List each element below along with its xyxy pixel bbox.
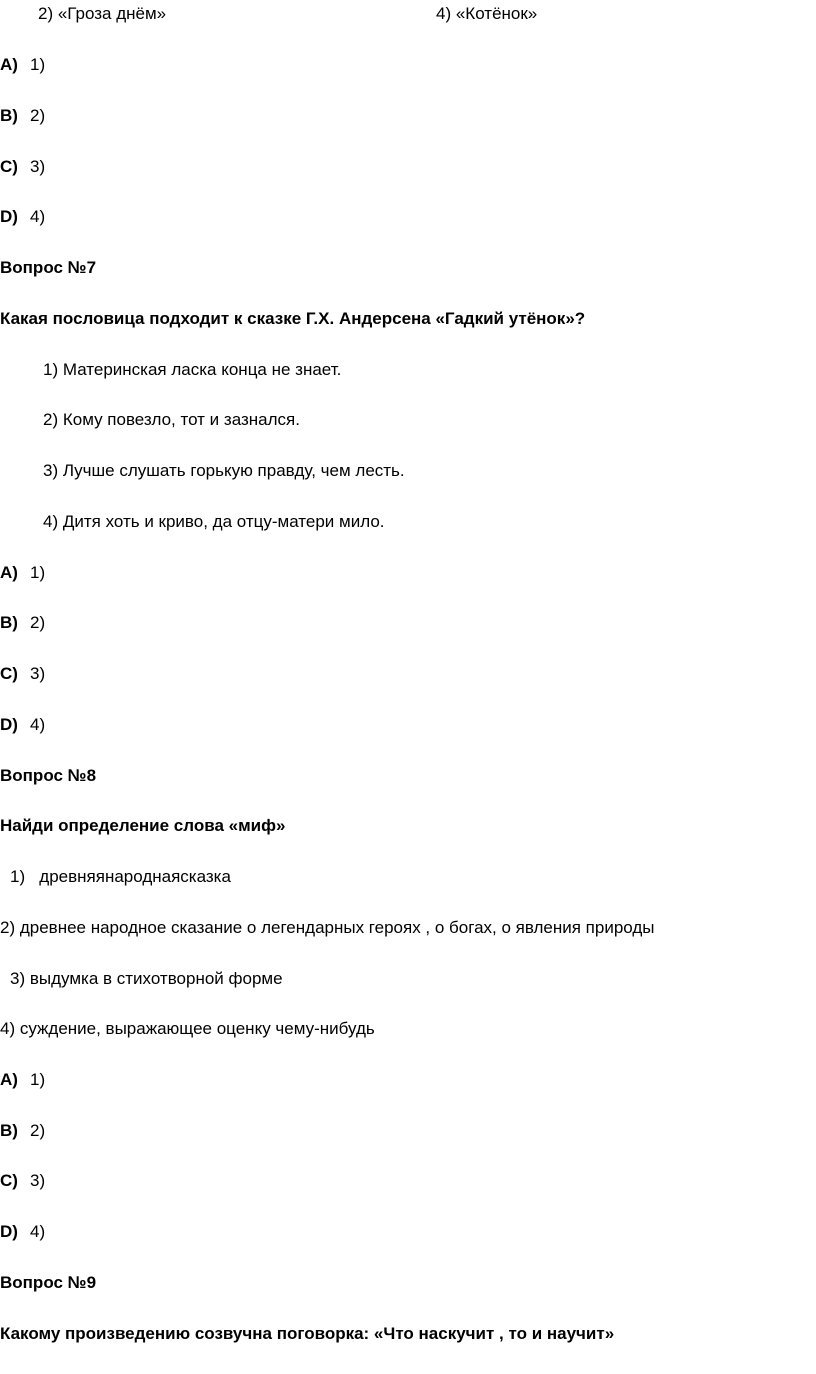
q8-answer-a xyxy=(0,1069,45,1091)
q9-heading: Вопрос №9 xyxy=(0,1273,97,1292)
q8-answer-d xyxy=(0,1221,45,1243)
q7-option-3: 3) Лучше слушать горькую правду, чем лесть. xyxy=(43,461,405,480)
q7-heading: Вопрос №7 xyxy=(0,258,97,277)
answer-letter: C) xyxy=(0,157,18,176)
answer-value: 2) xyxy=(30,106,46,125)
q6-answer-a xyxy=(0,54,45,76)
q8-question: Найди определение слова «миф» xyxy=(0,816,286,835)
q7-answer-b xyxy=(0,612,45,634)
q9-question: Какому произведению созвучна поговорка: «Что наскучит , то и научит» xyxy=(0,1324,615,1343)
answer-letter: C) xyxy=(0,1171,18,1190)
answer-value: 2) xyxy=(30,613,46,632)
answer-value: 3) xyxy=(30,664,46,683)
answer-value: 1) xyxy=(30,1070,46,1089)
q6-option-2: 2) «Гроза днём» xyxy=(38,4,167,23)
answer-letter: B) xyxy=(0,1121,18,1140)
q8-answer-c xyxy=(0,1170,45,1192)
answer-letter: D) xyxy=(0,207,18,226)
q7-option-2: 2) Кому повезло, тот и зазнался. xyxy=(43,410,300,429)
q6-answer-d xyxy=(0,206,45,228)
q8-option-1: 1) древняянароднаясказка xyxy=(10,867,231,886)
q7-option-1: 1) Материнская ласка конца не знает. xyxy=(43,360,342,379)
q8-option-2: 2) древнее народное сказание о легендарных героях , о богах, о явления природы xyxy=(0,918,655,937)
answer-letter: B) xyxy=(0,613,18,632)
q7-option-4: 4) Дитя хоть и криво, да отцу-матери мило. xyxy=(43,512,385,531)
answer-value: 1) xyxy=(30,563,46,582)
q7-answer-c xyxy=(0,663,45,685)
q8-answer-b xyxy=(0,1120,45,1142)
answer-value: 1) xyxy=(30,55,46,74)
q6-option-4: 4) «Котёнок» xyxy=(436,4,538,23)
q6-answer-b xyxy=(0,105,45,127)
q6-answer-c xyxy=(0,156,45,178)
q8-option-3: 3) выдумка в стихотворной форме xyxy=(10,969,283,988)
q7-answer-a xyxy=(0,562,45,584)
answer-letter: D) xyxy=(0,1222,18,1241)
q7-answer-d xyxy=(0,714,45,736)
answer-letter: A) xyxy=(0,1070,18,1089)
answer-letter: A) xyxy=(0,563,18,582)
answer-value: 2) xyxy=(30,1121,46,1140)
answer-letter: A) xyxy=(0,55,18,74)
answer-value: 3) xyxy=(30,157,46,176)
answer-value: 4) xyxy=(30,1222,46,1241)
answer-letter: D) xyxy=(0,715,18,734)
answer-value: 4) xyxy=(30,207,46,226)
q8-heading: Вопрос №8 xyxy=(0,766,97,785)
answer-letter: B) xyxy=(0,106,18,125)
answer-letter: C) xyxy=(0,664,18,683)
answer-value: 4) xyxy=(30,715,46,734)
answer-value: 3) xyxy=(30,1171,46,1190)
q8-option-4: 4) суждение, выражающее оценку чему-нибудь xyxy=(0,1019,375,1038)
q7-question: Какая пословица подходит к сказке Г.Х. Андерсена «Гадкий утёнок»? xyxy=(0,309,586,328)
